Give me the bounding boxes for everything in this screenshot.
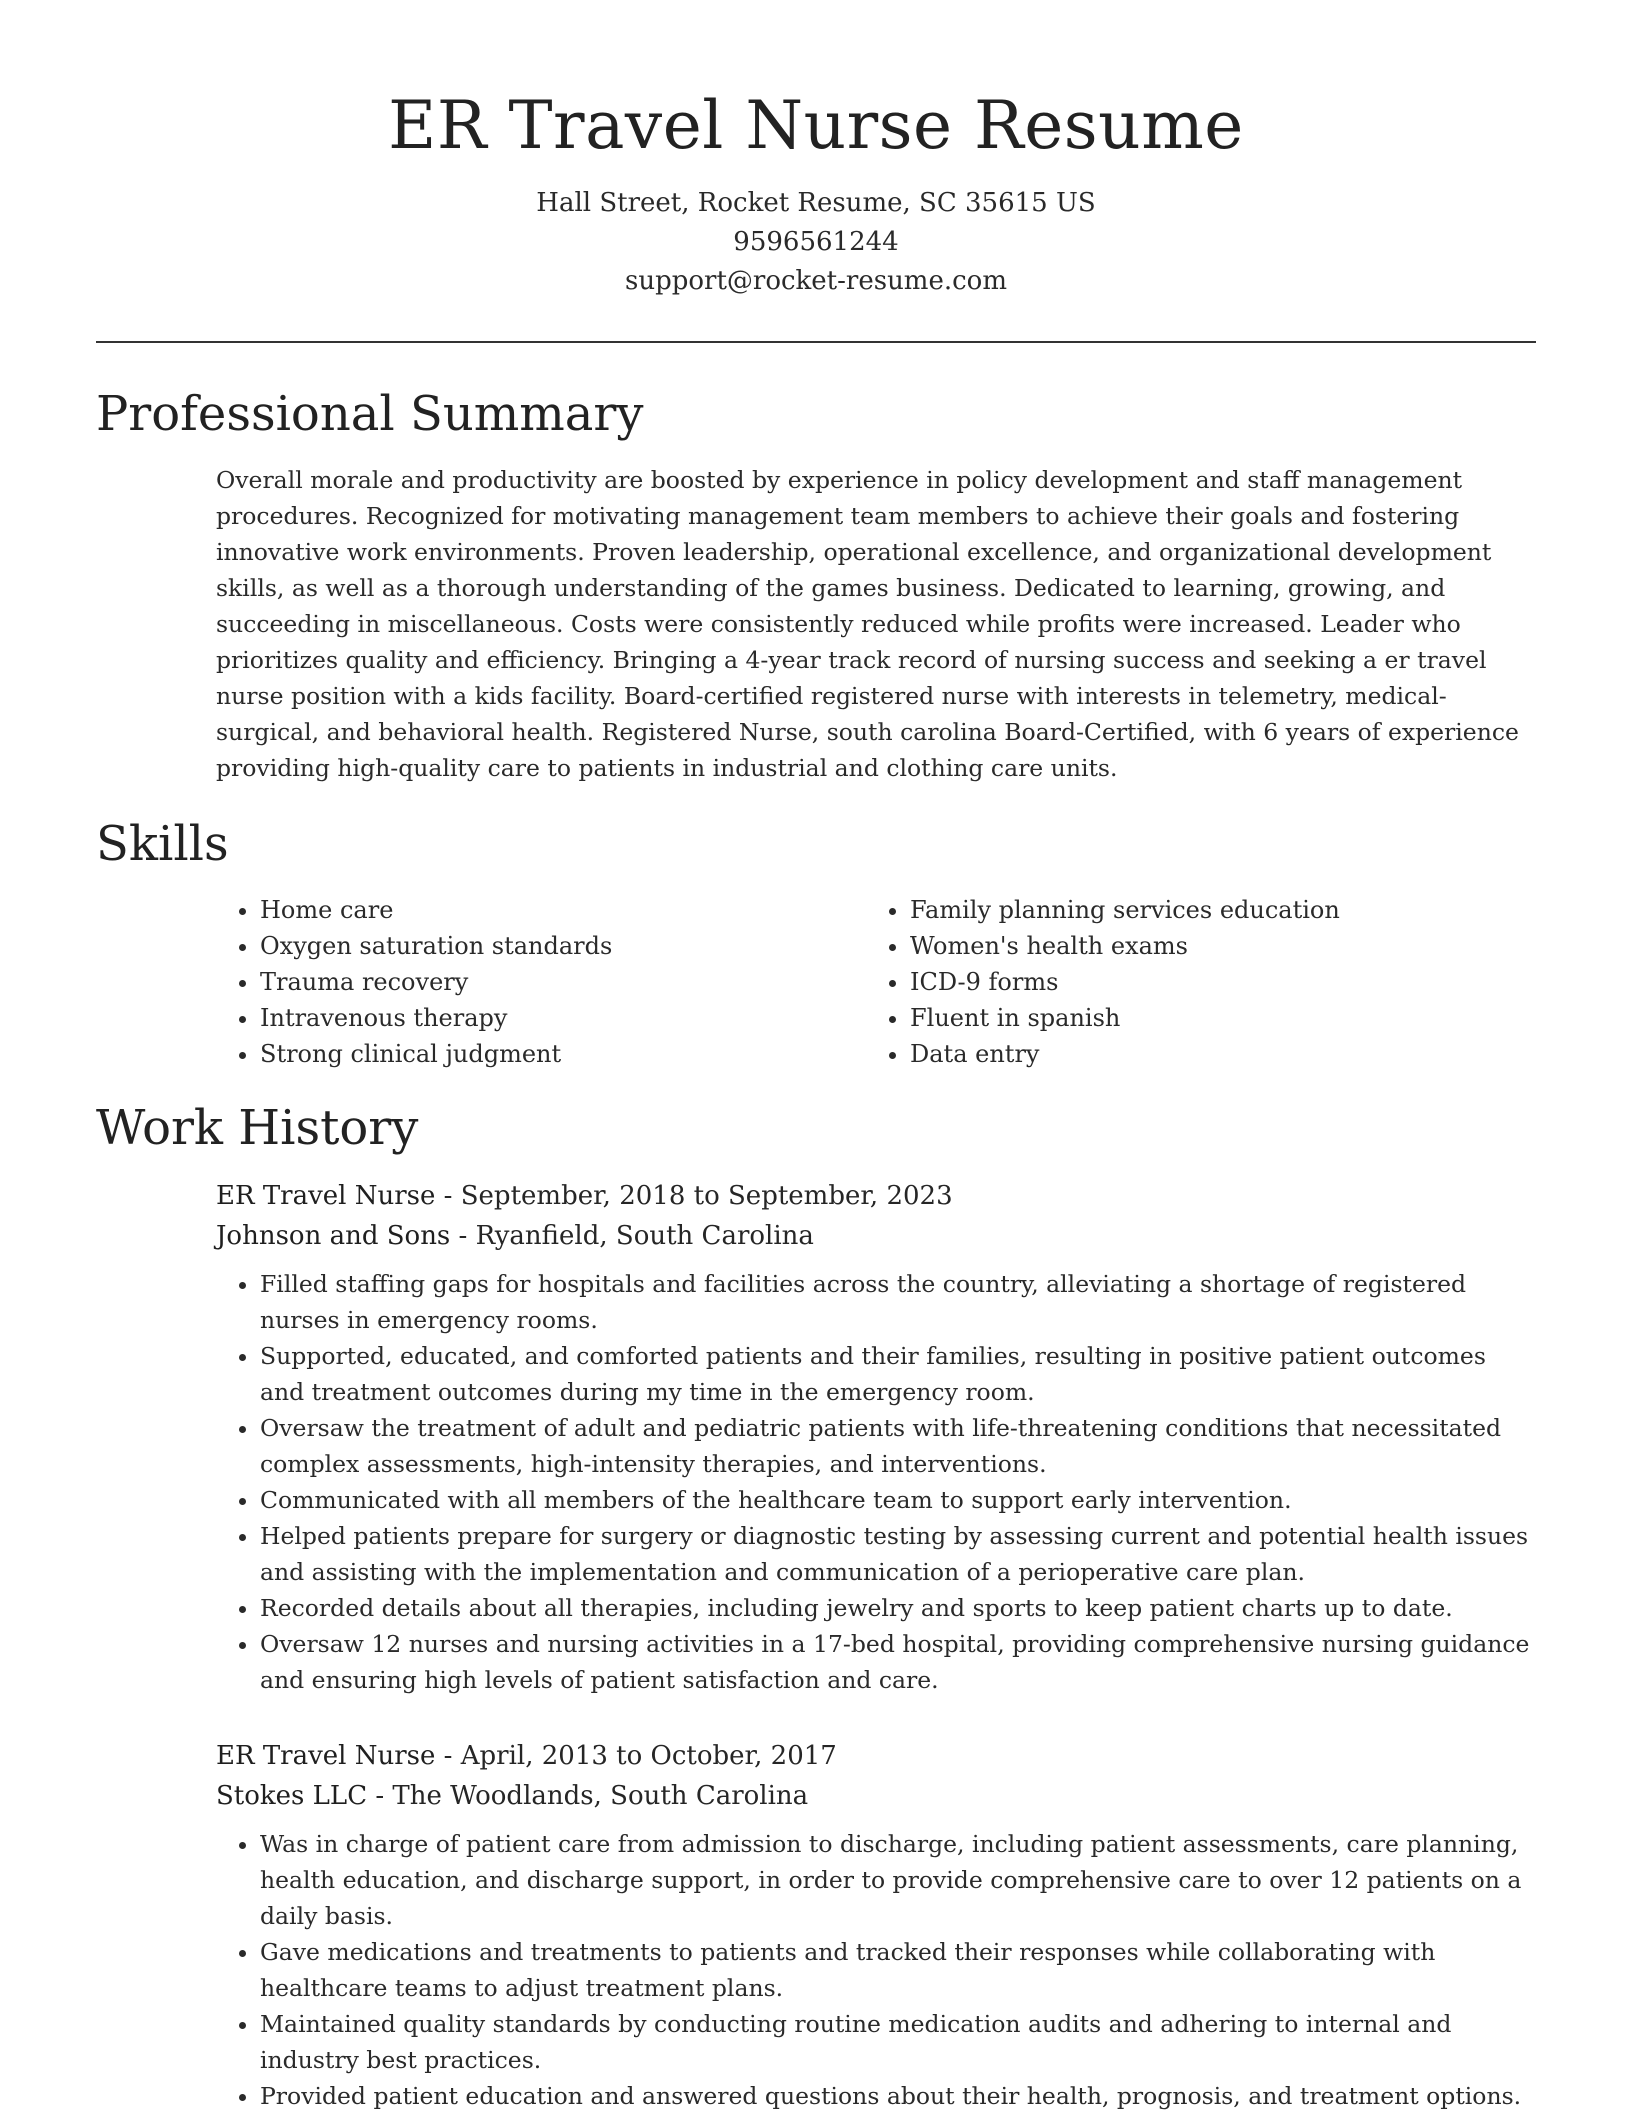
job-company-line [216,1216,1536,1256]
skill-item: • Fluent in spanish [910,1000,1516,1036]
job-bullet: • Communicated with all members of the healthcare team to support early intervention. [260,1482,1536,1518]
job-bullet: • Oversaw 12 nurses and nursing activities in a 17-bed hospital, providing comprehensive nursing guidance and ensuring high levels of patient satisfaction and care. [260,1626,1536,1698]
job-bullet: • Supported, educated, and comforted patients and their families, resulting in positive patient outcomes and treatment outcomes during my time in the emergency room. [260,1338,1536,1410]
skill-item: • Family planning services education [910,892,1516,928]
job-title: ER Travel Nurse [216,1741,436,1771]
job-bullet: • Gave medications and treatments to patients and tracked their responses while collaborating with healthcare teams to adjust treatment plans. [260,1934,1536,2006]
job-separator: - [435,1741,461,1771]
job-dates: September, 2018 to September, 2023 [460,1181,953,1211]
resume-header [96,82,1536,301]
job-title-line [216,1176,1536,1216]
contact-phone: 9596561244 [733,227,899,257]
job-bullet: • Maintained quality standards by conducting routine medication audits and adhering to internal and industry best practices. [260,2006,1536,2078]
skill-item: • Oxygen saturation standards [260,928,866,964]
job-separator: - [435,1181,461,1211]
job-entry-1 [216,1176,1536,1698]
contact-email: support@rocket-resume.com [624,266,1007,296]
job-company: Stokes LLC [216,1781,368,1811]
skills-list [216,892,1536,1072]
job-title-line [216,1736,1536,1776]
skill-item: • Intravenous therapy [260,1000,866,1036]
contact-address: Hall Street, Rocket Resume, SC 35615 US [536,188,1096,218]
skill-item: • Home care [260,892,866,928]
work-history-heading: Work History [96,1100,419,1156]
skill-item: • Data entry [910,1036,1516,1072]
skills-heading: Skills [96,816,229,872]
summary-heading: Professional Summary [96,386,644,442]
job-separator: - [450,1221,476,1251]
job-bullets [216,1826,1536,2112]
job-location: Ryanfield, South Carolina [475,1221,814,1251]
job-company-line [216,1776,1536,1816]
job-entry-2 [216,1736,1536,2112]
job-bullet: • Recorded details about all therapies, including jewelry and sports to keep patient charts up to date. [260,1590,1536,1626]
job-dates: April, 2013 to October, 2017 [460,1741,837,1771]
job-separator: - [367,1781,393,1811]
job-bullet: • Oversaw the treatment of adult and pediatric patients with life-threatening conditions that necessitated complex assessments, high-intensity therapies, and interventions. [260,1410,1536,1482]
skill-item: • Women's health exams [910,928,1516,964]
header-divider [96,341,1536,343]
summary-text: Overall morale and productivity are boosted by experience in policy development and staff management procedures. Recognized for motivating management team members to achieve their goals and fostering innovative work environments. Proven leadership, operational excellence, and organizational development skills, as well as a thorough understanding of the games business. Dedicated to learning, growing, and succeeding in miscellaneous. Costs were consistently reduced while profits were increased. Leader who prioritizes quality and efficiency. Bringing a 4-year track record of nursing success and seeking a er travel nurse position with a kids facility. Board-certified registered nurse with interests in telemetry, medical-surgical, and behavioral health. Registered Nurse, south carolina Board-Certified, with 6 years of experience providing high-quality care to patients in industrial and clothing care units. [216,466,1519,782]
skills-column-left [216,892,866,1072]
job-bullet: • Filled staffing gaps for hospitals and facilities across the country, alleviating a shortage of registered nurses in emergency rooms. [260,1266,1536,1338]
skill-item: • Trauma recovery [260,964,866,1000]
skill-item: • Strong clinical judgment [260,1036,866,1072]
job-title: ER Travel Nurse [216,1181,436,1211]
resume-title: ER Travel Nurse Resume [388,87,1244,164]
job-bullets [216,1266,1536,1698]
contact-block [96,184,1536,301]
job-bullet: • Provided patient education and answered questions about their health, prognosis, and treatment options. [260,2078,1536,2112]
skill-item: • ICD-9 forms [910,964,1516,1000]
job-location: The Woodlands, South Carolina [392,1781,809,1811]
job-bullet: • Helped patients prepare for surgery or diagnostic testing by assessing current and potential health issues and assisting with the implementation and communication of a perioperative care plan. [260,1518,1536,1590]
job-bullet: • Was in charge of patient care from admission to discharge, including patient assessments, care planning, health education, and discharge support, in order to provide comprehensive care to over 12 patients on a daily basis. [260,1826,1536,1934]
skills-column-right [866,892,1516,1072]
job-company: Johnson and Sons [216,1221,451,1251]
